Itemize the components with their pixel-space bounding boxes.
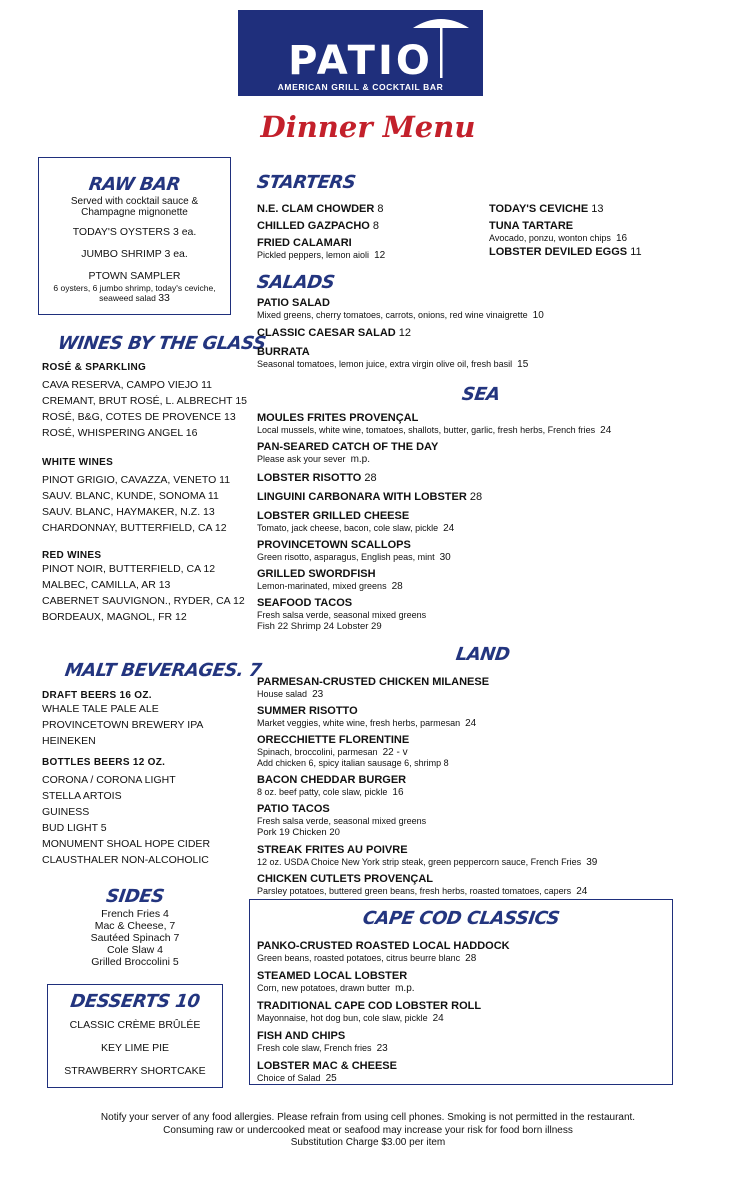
menu-item: BURRATA bbox=[257, 346, 310, 358]
menu-item-desc: Seasonal tomatoes, lemon juice, extra virgin olive oil, fresh basil 15 bbox=[257, 359, 529, 370]
menu-item: PATIO TACOS bbox=[257, 803, 330, 815]
side-item: Grilled Broccolini 5 bbox=[91, 956, 179, 968]
menu-item: CHILLED GAZPACHO 8 bbox=[257, 220, 380, 232]
raw-bar-heading: RAW BAR bbox=[87, 174, 182, 195]
raw-bar-note: Served with cocktail sauce & Champagne mignonette bbox=[70, 196, 199, 218]
sides-list bbox=[40, 908, 230, 968]
cape-cod-heading: CAPE COD CLASSICS bbox=[361, 908, 561, 929]
dessert-item: STRAWBERRY SHORTCAKE bbox=[64, 1065, 206, 1077]
beer-group-title: DRAFT BEERS 16 OZ. bbox=[42, 690, 152, 701]
menu-item: FISH AND CHIPS bbox=[257, 1030, 346, 1042]
footer-line: Notify your server of any food allergies. Please refrain from using cell phones. Smoking is not permitted in the restaurant. bbox=[100, 1112, 636, 1123]
menu-item: FRIED CALAMARI bbox=[257, 237, 352, 249]
dessert-item: KEY LIME PIE bbox=[100, 1042, 170, 1054]
menu-item: PATIO SALAD bbox=[257, 297, 330, 309]
beer-item: MONUMENT SHOAL HOPE CIDER bbox=[42, 838, 211, 850]
menu-item-desc: Pickled peppers, lemon aioli 12 bbox=[257, 250, 386, 261]
wine-item: CHARDONNAY, BUTTERFIELD, CA 12 bbox=[42, 522, 227, 534]
wine-item: ROSÉ, WHISPERING ANGEL 16 bbox=[42, 427, 198, 439]
menu-item: CHICKEN CUTLETS PROVENÇAL bbox=[257, 873, 434, 885]
menu-item: STREAK FRITES AU POIVRE bbox=[257, 844, 408, 856]
wine-item: ROSÉ, B&G, COTES DE PROVENCE 13 bbox=[42, 411, 236, 423]
logo-wordmark: PATIO bbox=[288, 38, 433, 84]
side-item: French Fries 4 bbox=[101, 908, 169, 920]
beer-item: WHALE TALE PALE ALE bbox=[42, 703, 159, 715]
menu-item: SUMMER RISOTTO bbox=[257, 705, 358, 717]
menu-item: STEAMED LOCAL LOBSTER bbox=[257, 970, 408, 982]
menu-item: MOULES FRITES PROVENÇAL bbox=[257, 412, 419, 424]
menu-item-desc: Green risotto, asparagus, English peas, mint 30 bbox=[257, 552, 451, 563]
malt-heading: MALT BEVERAGES. 7 bbox=[63, 660, 263, 681]
menu-item: LOBSTER MAC & CHEESE bbox=[257, 1060, 397, 1072]
menu-item: PANKO-CRUSTED ROASTED LOCAL HADDOCK bbox=[257, 940, 510, 952]
menu-item-desc: Fish 22 Shrimp 24 Lobster 29 bbox=[257, 621, 382, 632]
sea-list bbox=[257, 411, 611, 632]
menu-item: GRILLED SWORDFISH bbox=[257, 568, 376, 580]
wines-list bbox=[42, 362, 248, 625]
wine-item: CABERNET SAUVIGNON., RYDER, CA 12 bbox=[42, 595, 245, 607]
wine-item: PINOT GRIGIO, CAVAZZA, VENETO 11 bbox=[42, 474, 231, 486]
beer-item: PROVINCETOWN BREWERY IPA bbox=[42, 719, 204, 731]
logo-tagline: AMERICAN GRILL & COCKTAIL BAR bbox=[277, 82, 444, 92]
menu-item-desc: 12 oz. USDA Choice New York strip steak, green peppercorn sauce, French Fries 39 bbox=[257, 857, 598, 868]
wine-item: MALBEC, CAMILLA, AR 13 bbox=[42, 579, 171, 591]
wine-item: PINOT NOIR, BUTTERFIELD, CA 12 bbox=[42, 563, 216, 575]
menu-item-desc: 8 oz. beef patty, cole slaw, pickle 16 bbox=[257, 787, 404, 798]
menu-item-desc: Mayonnaise, hot dog bun, cole slaw, pickle 24 bbox=[257, 1013, 444, 1024]
menu-item: LOBSTER RISOTTO 28 bbox=[257, 472, 377, 484]
raw-bar-box bbox=[38, 157, 231, 315]
side-item: Mac & Cheese, 7 bbox=[94, 920, 176, 932]
wine-group-title: RED WINES bbox=[42, 550, 102, 561]
menu-item: TUNA TARTARE bbox=[489, 220, 574, 232]
menu-item-desc: Green beans, roasted potatoes, citrus beurre blanc 28 bbox=[257, 953, 477, 964]
menu-item-desc: Please ask your sever m.p. bbox=[257, 454, 371, 465]
salads-list bbox=[257, 296, 544, 370]
wine-group-title: ROSÉ & SPARKLING bbox=[42, 362, 147, 373]
dessert-item: CLASSIC CRÈME BRÛLÉE bbox=[69, 1019, 201, 1031]
wine-group-title: WHITE WINES bbox=[42, 457, 114, 468]
beer-item: CORONA / CORONA LIGHT bbox=[42, 774, 176, 786]
wine-item: SAUV. BLANC, HAYMAKER, N.Z. 13 bbox=[42, 506, 215, 518]
menu-item: TODAY'S CEVICHE 13 bbox=[489, 203, 604, 215]
menu-item-desc: Fresh cole slaw, French fries 23 bbox=[257, 1043, 388, 1054]
wine-item: SAUV. BLANC, KUNDE, SONOMA 11 bbox=[42, 490, 219, 502]
beer-item: CLAUSTHALER NON-ALCOHOLIC bbox=[42, 854, 209, 866]
footer-line: Consuming raw or undercooked meat or seafood may increase your risk for food born illness bbox=[163, 1124, 573, 1136]
menu-item: LINGUINI CARBONARA WITH LOBSTER 28 bbox=[257, 491, 483, 503]
menu-item: TRADITIONAL CAPE COD LOBSTER ROLL bbox=[257, 1000, 482, 1012]
desserts-heading: DESSERTS 10 bbox=[69, 991, 201, 1012]
wines-heading: WINES BY THE GLASS bbox=[56, 333, 268, 354]
beer-item: STELLA ARTOIS bbox=[42, 790, 122, 802]
footer-notes bbox=[0, 1112, 736, 1150]
malt-list bbox=[42, 690, 242, 868]
raw-bar-item: JUMBO SHRIMP 3 ea. bbox=[81, 248, 188, 260]
desserts-box bbox=[47, 984, 223, 1088]
menu-item: CLASSIC CAESAR SALAD 12 bbox=[257, 327, 412, 339]
cape-cod-box bbox=[249, 899, 673, 1085]
menu-item: LOBSTER GRILLED CHEESE bbox=[257, 510, 410, 522]
wine-item: CREMANT, BRUT ROSÉ, L. ALBRECHT 15 bbox=[42, 395, 248, 407]
menu-item-desc: House salad 23 bbox=[257, 689, 324, 700]
wine-item: CAVA RESERVA, CAMPO VIEJO 11 bbox=[42, 379, 212, 391]
menu-item: PARMESAN-CRUSTED CHICKEN MILANESE bbox=[257, 676, 490, 688]
menu-item: LOBSTER DEVILED EGGS 11 bbox=[489, 246, 642, 258]
starters-right bbox=[489, 202, 642, 259]
menu-item: BACON CHEDDAR BURGER bbox=[257, 774, 407, 786]
menu-item: N.E. CLAM CHOWDER 8 bbox=[257, 203, 384, 215]
patio-logo bbox=[238, 10, 483, 96]
side-item: Cole Slaw 4 bbox=[106, 944, 164, 956]
menu-item: ORECCHIETTE FLORENTINE bbox=[257, 734, 410, 746]
menu-item: SEAFOOD TACOS bbox=[257, 597, 353, 609]
raw-bar-item: PTOWN SAMPLER 6 oysters, 6 jumbo shrimp, today's ceviche, seaweed salad 33 bbox=[53, 270, 216, 304]
wine-item: BORDEAUX, MAGNOL, FR 12 bbox=[42, 611, 187, 623]
menu-item-desc: Spinach, broccolini, parmesan 22 - v bbox=[257, 747, 408, 758]
starters-left bbox=[257, 202, 385, 261]
menu-item-desc: Pork 19 Chicken 20 bbox=[257, 827, 340, 838]
sides-heading: SIDES bbox=[104, 886, 166, 907]
menu-item-desc: Choice of Salad 25 bbox=[257, 1073, 337, 1084]
menu-item: PAN-SEARED CATCH OF THE DAY bbox=[257, 441, 439, 453]
menu-title: Dinner Menu bbox=[260, 110, 476, 144]
menu-item-desc: Fresh salsa verde, seasonal mixed greens bbox=[257, 816, 427, 826]
menu-item-desc: Lemon-marinated, mixed greens 28 bbox=[257, 581, 403, 592]
starters-heading: STARTERS bbox=[255, 172, 357, 193]
land-list bbox=[257, 675, 597, 897]
sea-heading: SEA bbox=[460, 384, 502, 405]
land-heading: LAND bbox=[454, 644, 511, 665]
salads-heading: SALADS bbox=[255, 272, 336, 293]
footer-line: Substitution Charge $3.00 per item bbox=[290, 1137, 446, 1148]
menu-item-desc: Market veggies, white wine, fresh herbs, parmesan 24 bbox=[257, 718, 477, 729]
menu-item-desc: Corn, new potatoes, drawn butter m.p. bbox=[257, 983, 415, 994]
menu-item-desc: Mixed greens, cherry tomatoes, carrots, onions, red wine vinaigrette 10 bbox=[257, 310, 544, 321]
menu-item-desc: Parsley potatoes, buttered green beans, fresh herbs, roasted tomatoes, capers 24 bbox=[257, 886, 588, 897]
menu-item: PROVINCETOWN SCALLOPS bbox=[257, 539, 411, 551]
beer-group-title: BOTTLES BEERS 12 OZ. bbox=[42, 757, 166, 768]
beer-item: HEINEKEN bbox=[42, 735, 96, 747]
side-item: Sautéed Spinach 7 bbox=[90, 932, 180, 944]
menu-item-desc: Tomato, jack cheese, bacon, cole slaw, pickle 24 bbox=[257, 523, 455, 534]
menu-item-desc: Local mussels, white wine, tomatoes, shallots, butter, garlic, fresh herbs, French fries 24 bbox=[257, 425, 612, 436]
raw-bar-item: TODAY'S OYSTERS 3 ea. bbox=[72, 226, 197, 238]
beer-item: BUD LIGHT 5 bbox=[42, 822, 107, 834]
menu-item-desc: Avocado, ponzu, wonton chips 16 bbox=[489, 233, 628, 244]
menu-item-desc: Add chicken 6, spicy italian sausage 6, shrimp 8 bbox=[257, 758, 449, 768]
beer-item: GUINESS bbox=[42, 806, 90, 818]
menu-item-desc: Fresh salsa verde, seasonal mixed greens bbox=[257, 610, 427, 620]
